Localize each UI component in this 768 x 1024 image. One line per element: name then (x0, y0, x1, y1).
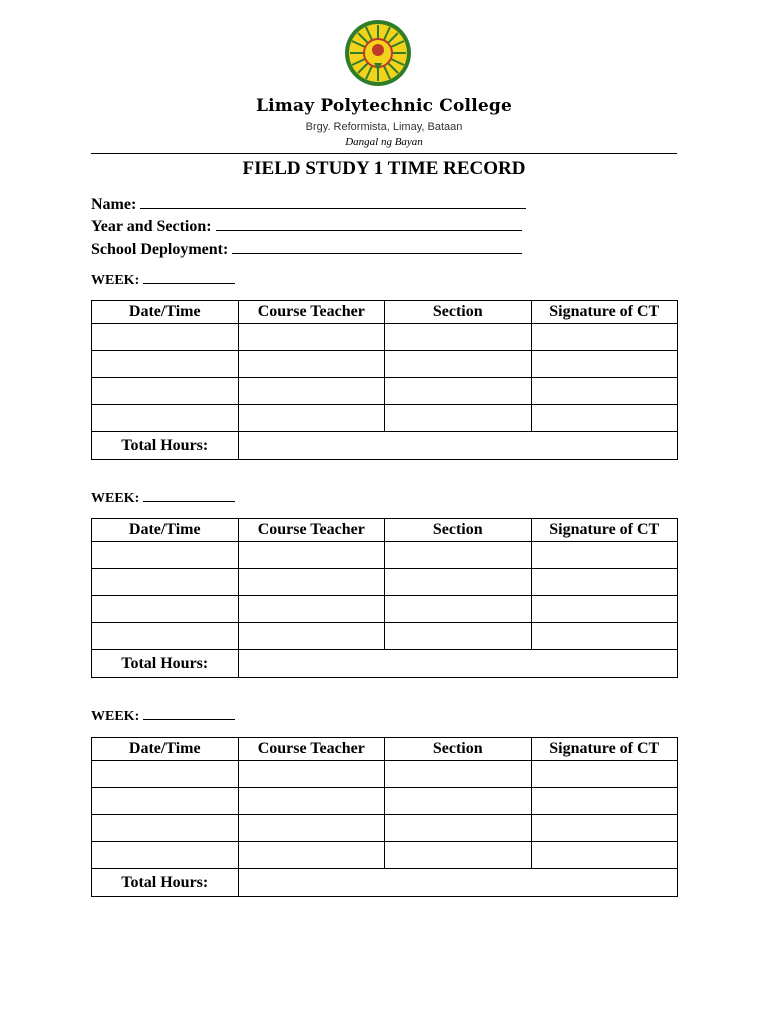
total-hours-label: Total Hours: (92, 869, 239, 897)
column-header-section: Section (385, 519, 532, 542)
school-deployment-field (91, 239, 522, 259)
table-header-row (92, 519, 678, 542)
table-cell[interactable] (238, 596, 385, 623)
table-row (92, 788, 678, 815)
column-header-date-time: Date/Time (92, 738, 239, 761)
total-hours-row (92, 650, 678, 678)
total-hours-row (92, 432, 678, 460)
time-record-table (91, 300, 678, 460)
table-cell[interactable] (531, 596, 678, 623)
header-divider (91, 153, 677, 154)
total-hours-row (92, 869, 678, 897)
week-input-line[interactable] (143, 707, 235, 720)
college-name: Limay Polytechnic College (256, 96, 512, 116)
college-motto: Dangal ng Bayan (345, 136, 423, 148)
table-cell[interactable] (385, 324, 532, 351)
table-cell[interactable] (385, 623, 532, 650)
table-cell[interactable] (385, 842, 532, 869)
table-row (92, 761, 678, 788)
table-row (92, 378, 678, 405)
table-row (92, 815, 678, 842)
table-cell[interactable] (531, 815, 678, 842)
table-cell[interactable] (92, 405, 239, 432)
table-cell[interactable] (238, 842, 385, 869)
table-cell[interactable] (531, 378, 678, 405)
table-cell[interactable] (531, 788, 678, 815)
table-cell[interactable] (238, 623, 385, 650)
table-cell[interactable] (531, 842, 678, 869)
year-section-input-line[interactable] (216, 216, 522, 231)
table-cell[interactable] (238, 378, 385, 405)
year-section-field (91, 216, 522, 236)
table-cell[interactable] (385, 351, 532, 378)
table-cell[interactable] (238, 788, 385, 815)
table-row (92, 596, 678, 623)
table-cell[interactable] (385, 378, 532, 405)
column-header-signature: Signature of CT (531, 301, 678, 324)
table-row (92, 405, 678, 432)
table-cell[interactable] (92, 842, 239, 869)
table-cell[interactable] (92, 542, 239, 569)
name-label: Name: (91, 196, 137, 213)
table-cell[interactable] (92, 378, 239, 405)
college-address: Brgy. Reformista, Limay, Bataan (305, 121, 463, 133)
table-row (92, 542, 678, 569)
table-cell[interactable] (238, 351, 385, 378)
table-cell[interactable] (385, 761, 532, 788)
college-seal-icon (344, 19, 412, 87)
school-deployment-input-line[interactable] (232, 239, 522, 254)
time-record-table (91, 737, 678, 897)
column-header-date-time: Date/Time (92, 519, 239, 542)
table-cell[interactable] (92, 788, 239, 815)
name-input-line[interactable] (140, 194, 526, 209)
week-label: WEEK: (91, 273, 140, 288)
week-input-line[interactable] (143, 489, 235, 502)
table-cell[interactable] (92, 596, 239, 623)
time-record-table (91, 518, 678, 678)
week-field (91, 271, 235, 289)
column-header-date-time: Date/Time (92, 301, 239, 324)
column-header-course-teacher: Course Teacher (238, 519, 385, 542)
table-cell[interactable] (531, 569, 678, 596)
table-cell[interactable] (92, 324, 239, 351)
name-field (91, 194, 526, 214)
week-label: WEEK: (91, 491, 140, 506)
table-cell[interactable] (385, 405, 532, 432)
table-row (92, 569, 678, 596)
column-header-section: Section (385, 738, 532, 761)
table-cell[interactable] (531, 761, 678, 788)
table-header-row (92, 301, 678, 324)
column-header-course-teacher: Course Teacher (238, 301, 385, 324)
page-title: FIELD STUDY 1 TIME RECORD (242, 158, 526, 179)
table-cell[interactable] (531, 405, 678, 432)
column-header-course-teacher: Course Teacher (238, 738, 385, 761)
table-cell[interactable] (92, 351, 239, 378)
week-field (91, 489, 235, 507)
table-cell[interactable] (531, 623, 678, 650)
table-cell[interactable] (531, 324, 678, 351)
table-cell[interactable] (531, 351, 678, 378)
table-row (92, 623, 678, 650)
table-cell[interactable] (385, 569, 532, 596)
table-cell[interactable] (385, 788, 532, 815)
table-cell[interactable] (238, 761, 385, 788)
total-hours-cell[interactable] (238, 432, 678, 460)
total-hours-label: Total Hours: (92, 650, 239, 678)
table-cell[interactable] (385, 542, 532, 569)
total-hours-cell[interactable] (238, 869, 678, 897)
table-header-row (92, 738, 678, 761)
total-hours-label: Total Hours: (92, 432, 239, 460)
table-cell[interactable] (92, 761, 239, 788)
table-cell[interactable] (531, 542, 678, 569)
table-cell[interactable] (92, 815, 239, 842)
table-row (92, 351, 678, 378)
table-cell[interactable] (92, 569, 239, 596)
table-cell[interactable] (238, 324, 385, 351)
year-section-label: Year and Section: (91, 218, 212, 235)
table-cell[interactable] (92, 623, 239, 650)
table-cell[interactable] (238, 405, 385, 432)
week-label: WEEK: (91, 709, 140, 724)
total-hours-cell[interactable] (238, 650, 678, 678)
table-cell[interactable] (238, 815, 385, 842)
column-header-signature: Signature of CT (531, 738, 678, 761)
table-row (92, 324, 678, 351)
school-deployment-label: School Deployment: (91, 241, 229, 258)
table-row (92, 842, 678, 869)
table-cell[interactable] (385, 815, 532, 842)
column-header-signature: Signature of CT (531, 519, 678, 542)
column-header-section: Section (385, 301, 532, 324)
table-cell[interactable] (238, 569, 385, 596)
week-field (91, 707, 235, 725)
table-cell[interactable] (238, 542, 385, 569)
table-cell[interactable] (385, 596, 532, 623)
week-input-line[interactable] (143, 271, 235, 284)
